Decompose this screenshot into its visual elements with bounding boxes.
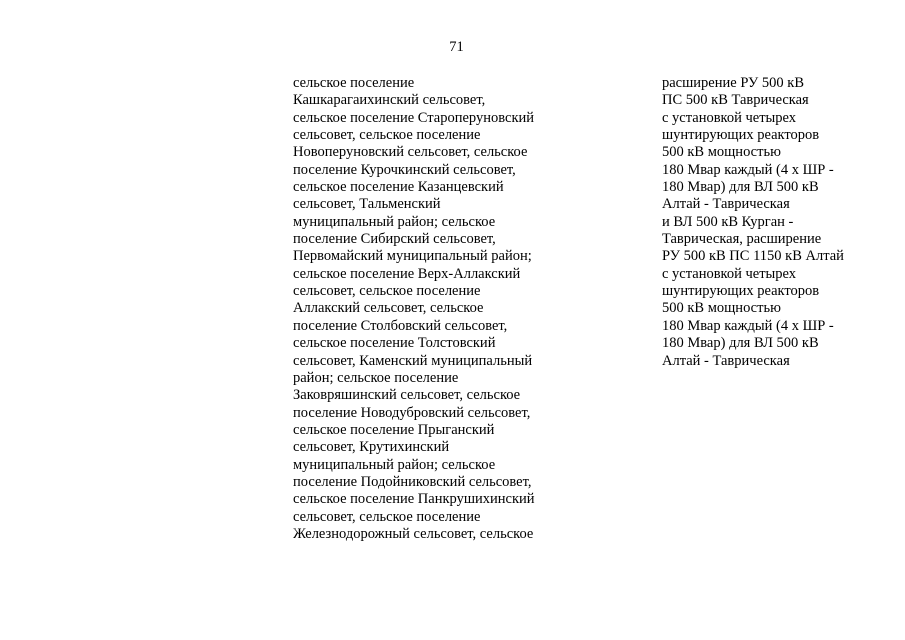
text-line: сельсовет, сельское поселение <box>293 127 481 144</box>
text-line: Таврическая, расширение <box>662 231 822 248</box>
page-number: 71 <box>449 39 464 55</box>
text-line: сельсовет, сельское поселение <box>293 283 481 300</box>
text-line: сельсовет, Тальменский <box>293 196 441 213</box>
text-line: 180 Мвар каждый (4 х ШР - <box>662 161 834 178</box>
text-line: ПС 500 кВ Таврическая <box>662 92 809 109</box>
text-line: поселение Подойниковский сельсовет, <box>293 473 532 490</box>
text-line: с установкой четырех <box>662 109 797 126</box>
text-line: сельсовет, Каменский муниципальный <box>293 352 533 369</box>
text-line: поселение Курочкинский сельсовет, <box>293 161 516 178</box>
text-line: поселение Столбовский сельсовет, <box>293 317 508 334</box>
text-line: Заковряшинский сельсовет, сельское <box>293 387 521 404</box>
text-line: район; сельское поселение <box>293 369 459 386</box>
text-line: Железнодорожный сельсовет, сельское <box>293 525 534 542</box>
text-line: 180 Мвар) для ВЛ 500 кВ <box>662 335 819 352</box>
text-line: шунтирующих реакторов <box>662 283 820 300</box>
text-line: Алтай - Таврическая <box>662 352 790 369</box>
text-line: сельское поселение Прыганский <box>293 421 495 438</box>
text-line: 500 кВ мощностью <box>662 300 781 317</box>
text-line: 180 Мвар) для ВЛ 500 кВ <box>662 179 819 196</box>
text-line: расширение РУ 500 кВ <box>662 75 804 91</box>
text-line: поселение Сибирский сельсовет, <box>293 231 496 248</box>
text-line: поселение Новодубровский сельсовет, <box>293 404 531 421</box>
text-line: муниципальный район; сельское <box>293 213 496 230</box>
right-text-column <box>662 75 844 370</box>
text-line: Аллакский сельсовет, сельское <box>293 300 484 317</box>
text-line: Кашкарагаихинский сельсовет, <box>293 92 486 109</box>
text-line: сельское поселение Толстовский <box>293 335 496 352</box>
text-line: сельское поселение <box>293 75 415 91</box>
text-line: сельское поселение Староперуновский <box>293 109 535 126</box>
text-line: с установкой четырех <box>662 265 797 282</box>
text-line: Новоперуновский сельсовет, сельское <box>293 144 528 161</box>
text-line: шунтирующих реакторов <box>662 127 820 144</box>
text-line: муниципальный район; сельское <box>293 456 496 473</box>
text-line: 500 кВ мощностью <box>662 144 781 161</box>
text-line: Алтай - Таврическая <box>662 196 790 213</box>
text-line: РУ 500 кВ ПС 1150 кВ Алтай <box>662 248 844 265</box>
left-text-column <box>293 75 535 543</box>
text-line: сельское поселение Верх-Аллакский <box>293 265 521 282</box>
text-line: сельское поселение Казанцевский <box>293 179 504 196</box>
text-line: сельское поселение Панкрушихинский <box>293 491 535 508</box>
text-line: и ВЛ 500 кВ Курган - <box>662 213 794 230</box>
text-line: сельсовет, сельское поселение <box>293 508 481 525</box>
text-line: сельсовет, Крутихинский <box>293 439 450 456</box>
text-line: 180 Мвар каждый (4 х ШР - <box>662 317 834 334</box>
text-line: Первомайский муниципальный район; <box>293 248 532 265</box>
